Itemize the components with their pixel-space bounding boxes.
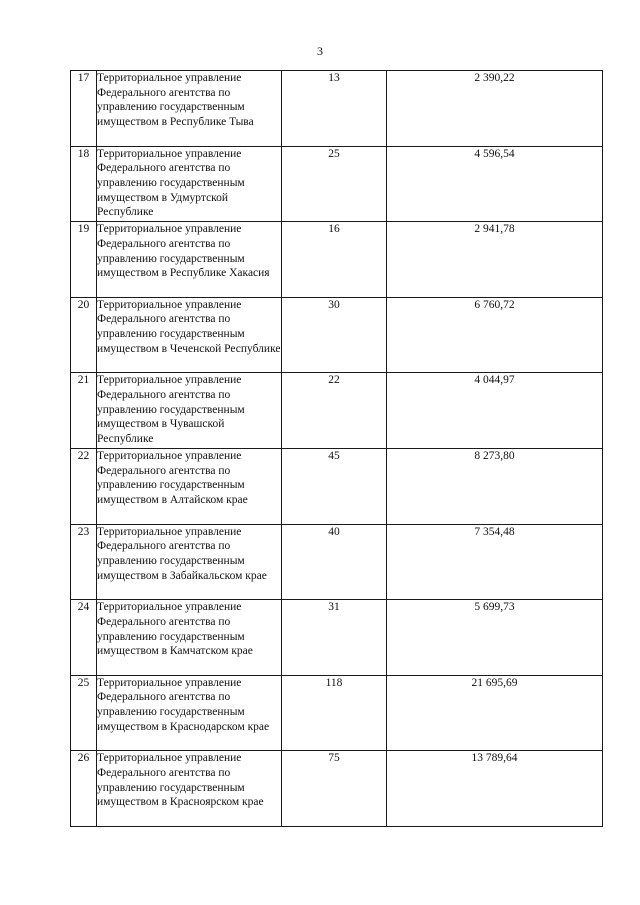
organization-name: Территориальное управление Федерального агентства по управлению государственным имуществом в Чеченской Республике <box>97 297 282 373</box>
count-cell: 75 <box>282 751 387 827</box>
amount-cell: 7 354,48 <box>387 524 603 600</box>
organization-name: Территориальное управление Федерального агентства по управлению государственным имуществом в Республике Хакасия <box>97 222 282 298</box>
table-row <box>71 373 603 449</box>
table-row <box>71 675 603 751</box>
allocation-table <box>70 70 603 827</box>
table-row <box>71 524 603 600</box>
row-number: 25 <box>71 675 97 751</box>
row-number: 22 <box>71 448 97 524</box>
amount-cell: 6 760,72 <box>387 297 603 373</box>
page-number: 3 <box>317 44 323 58</box>
organization-name: Территориальное управление Федерального агентства по управлению государственным имуществом в Краснодарском крае <box>97 675 282 751</box>
count-cell: 22 <box>282 373 387 449</box>
amount-cell: 2 390,22 <box>387 71 603 147</box>
row-number: 18 <box>71 146 97 222</box>
table-row <box>71 448 603 524</box>
amount-cell: 5 699,73 <box>387 600 603 676</box>
row-number: 17 <box>71 71 97 147</box>
organization-name: Территориальное управление Федерального агентства по управлению государственным имуществом в Алтайском крае <box>97 448 282 524</box>
table-row <box>71 600 603 676</box>
organization-name: Территориальное управление Федерального агентства по управлению государственным имуществом в Республике Тыва <box>97 71 282 147</box>
table-row <box>71 222 603 298</box>
amount-cell: 4 044,97 <box>387 373 603 449</box>
row-number: 24 <box>71 600 97 676</box>
amount-cell: 13 789,64 <box>387 751 603 827</box>
row-number: 20 <box>71 297 97 373</box>
count-cell: 13 <box>282 71 387 147</box>
organization-name: Территориальное управление Федерального агентства по управлению государственным имуществом в Камчатском крае <box>97 600 282 676</box>
table-row <box>71 146 603 222</box>
amount-cell: 21 695,69 <box>387 675 603 751</box>
organization-name: Территориальное управление Федерального агентства по управлению государственным имуществом в Забайкальском крае <box>97 524 282 600</box>
count-cell: 45 <box>282 448 387 524</box>
amount-cell: 4 596,54 <box>387 146 603 222</box>
table-row <box>71 751 603 827</box>
row-number: 23 <box>71 524 97 600</box>
count-cell: 40 <box>282 524 387 600</box>
row-number: 21 <box>71 373 97 449</box>
organization-name: Территориальное управление Федерального агентства по управлению государственным имуществом в Удмуртской Республике <box>97 146 282 222</box>
row-number: 26 <box>71 751 97 827</box>
table-row <box>71 297 603 373</box>
count-cell: 118 <box>282 675 387 751</box>
count-cell: 25 <box>282 146 387 222</box>
organization-name: Территориальное управление Федерального агентства по управлению государственным имуществом в Чувашской Республике <box>97 373 282 449</box>
count-cell: 31 <box>282 600 387 676</box>
table-row <box>71 71 603 147</box>
count-cell: 30 <box>282 297 387 373</box>
amount-cell: 8 273,80 <box>387 448 603 524</box>
count-cell: 16 <box>282 222 387 298</box>
organization-name: Территориальное управление Федерального агентства по управлению государственным имуществом в Красноярском крае <box>97 751 282 827</box>
row-number: 19 <box>71 222 97 298</box>
amount-cell: 2 941,78 <box>387 222 603 298</box>
